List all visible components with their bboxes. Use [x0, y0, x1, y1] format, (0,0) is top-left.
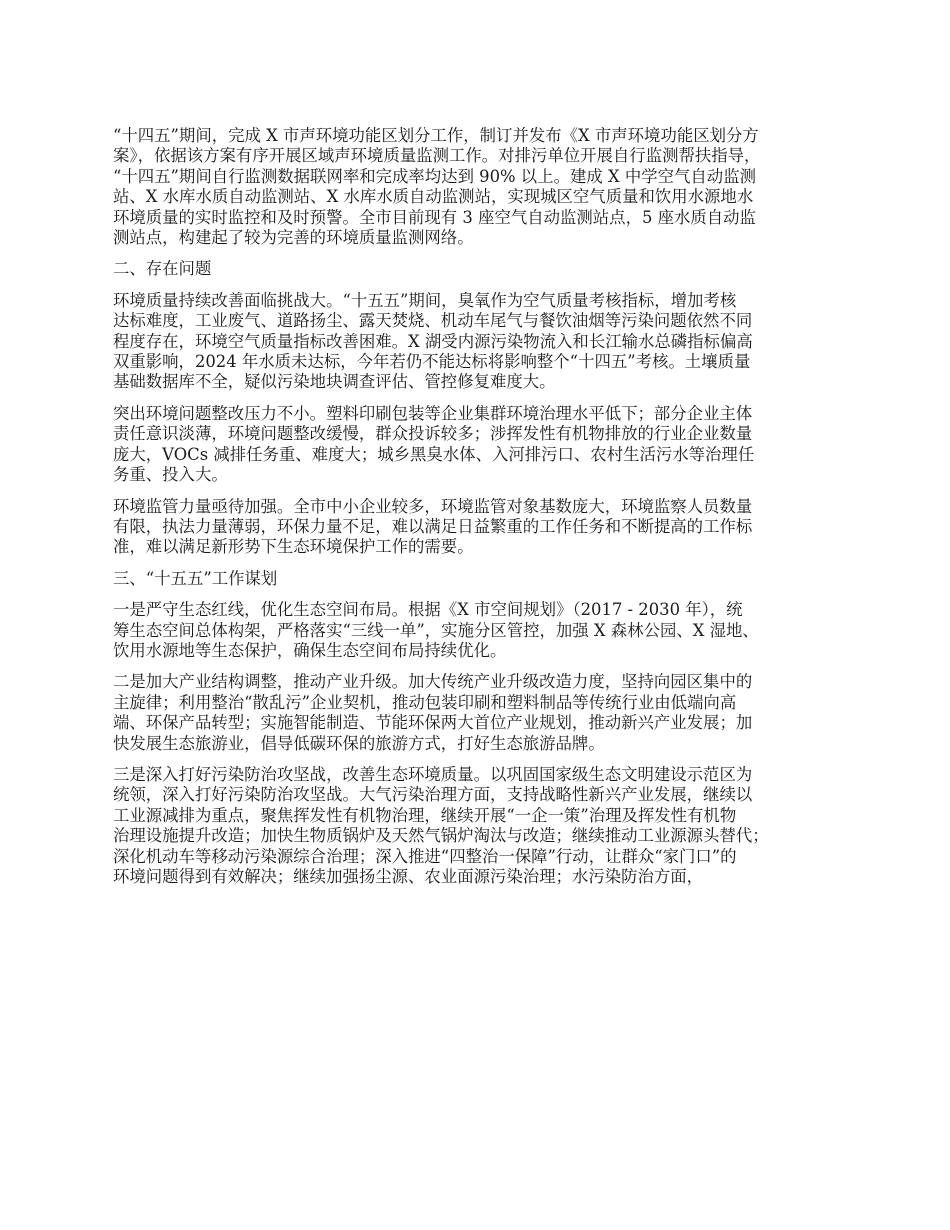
paragraph-supervision-capacity — [113, 497, 865, 558]
text-line: 测站点，构建起了较为完善的环境质量监测网络。 — [113, 228, 474, 248]
text-line: 饮用水源地等生态保护，确保生态空间布局持续优化。 — [113, 640, 507, 660]
text-line: 环境监管力量亟待加强。全市中小企业较多，环境监管对象基数庞大，环境监察人员数量 — [113, 496, 753, 516]
section-heading-plan: 三、“十五五”工作谋划 — [113, 568, 278, 588]
text-line: 工业源减排为重点，聚焦挥发性有机物治理，继续开展“一企一策”治理及挥发性有机物 — [113, 805, 737, 825]
text-line: “十四五”期间，完成 X 市声环境功能区划分工作，制订并发布《X 市声环境功能区划分方 — [113, 126, 759, 145]
text-line: 责任意识淡薄，环境问题整改缓慢，群众投诉较多；涉挥发性有机物排放的行业企业数量 — [113, 424, 753, 444]
text-line: 有限，执法力量薄弱，环保力量不足，难以满足日益繁重的工作任务和不断提高的工作标 — [113, 516, 753, 536]
text-line: 三是深入打好污染防治攻坚战，改善生态环境质量。以巩固国家级生态文明建设示范区为 — [113, 764, 753, 784]
paragraph-monitoring-network — [113, 126, 865, 248]
text-line: 快发展生态旅游业，倡导低碳环保的旅游方式，打好生态旅游品牌。 — [113, 733, 605, 753]
text-line: 统领，深入打好污染防治攻坚战。大气污染治理方面，支持战略性新兴产业发展，继续以 — [113, 785, 753, 805]
text-line: 二是加大产业结构调整，推动产业升级。加大传统产业升级改造力度，坚持向园区集中的 — [113, 672, 753, 692]
paragraph-rectification-pressure — [113, 404, 865, 486]
text-line: 基础数据库不全，疑似污染地块调查评估、管控修复难度大。 — [113, 372, 556, 392]
text-line: 站、X 水库水质自动监测站、X 水库水质自动监测站，实现城区空气质量和饮用水源地水 — [113, 187, 754, 207]
text-line: 一是严守生态红线，优化生态空间布局。根据《X 市空间规划》（2017 - 2030 年），统 — [113, 600, 743, 620]
text-line: “十四五”期间自行监测数据联网率和完成率均达到 90% 以上。建成 X 中学空气自动监测 — [113, 166, 756, 186]
text-line: 治理设施提升改造；加快生物质锅炉及天然气锅炉淘汰与改造；继续推动工业源源头替代； — [113, 826, 769, 846]
text-line: 环境质量持续改善面临挑战大。“十五五”期间，臭氧作为空气质量考核指标，增加考核 — [113, 290, 737, 310]
text-line: 主旋律；利用整治“散乱污”企业契机，推动包装印刷和塑料制品等传统行业由低端向高 — [113, 692, 737, 712]
text-line: 深化机动车等移动污染源综合治理；深入推进“四整治一保障”行动，让群众“家门口”的 — [113, 846, 737, 866]
text-line: 突出环境问题整改压力不小。塑料印刷包装等企业集群环境治理水平低下；部分企业主体 — [113, 403, 753, 423]
text-line: 务重、投入大。 — [113, 465, 228, 485]
text-line: 准，难以满足新形势下生态环境保护工作的需要。 — [113, 537, 474, 557]
paragraph-industrial-upgrade — [113, 672, 865, 754]
document-page — [113, 126, 865, 898]
section-heading-problems: 二、存在问题 — [113, 259, 212, 279]
text-line: 双重影响，2024 年水质未达标，今年若仍不能达标将影响整个“十四五”考核。土壤质量 — [113, 352, 751, 372]
text-line: 达标难度，工业废气、道路扬尘、露天焚烧、机动车尾气与餐饮油烟等污染问题依然不同 — [113, 311, 753, 331]
text-line: 环境问题得到有效解决；继续加强扬尘源、农业面源污染治理；水污染防治方面， — [113, 867, 704, 886]
text-line: 案》，依据该方案有序开展区域声环境质量监测工作。对排污单位开展自行监测帮扶指导， — [113, 146, 761, 166]
paragraph-environmental-quality-challenge — [113, 291, 865, 393]
paragraph-pollution-prevention — [113, 765, 865, 887]
text-line: 程度存在，环境空气质量指标改善困难。X 湖受内源污染物流入和长江输水总磷指标偏高 — [113, 331, 753, 351]
text-line: 端、环保产品转型；实施智能制造、节能环保两大首位产业规划，推动新兴产业发展；加 — [113, 713, 753, 733]
text-line: 筹生态空间总体构架，严格落实“三线一单”，实施分区管控，加强 X 森林公园、X 湿地、 — [113, 620, 759, 640]
paragraph-ecological-redline — [113, 600, 865, 661]
text-line: 环境质量的实时监控和及时预警。全市目前现有 3 座空气自动监测站点，5 座水质自动监 — [113, 207, 756, 227]
text-line: 庞大，VOCs 减排任务重、难度大；城乡黑臭水体、入河排污口、农村生活污水等治理任 — [113, 444, 755, 464]
